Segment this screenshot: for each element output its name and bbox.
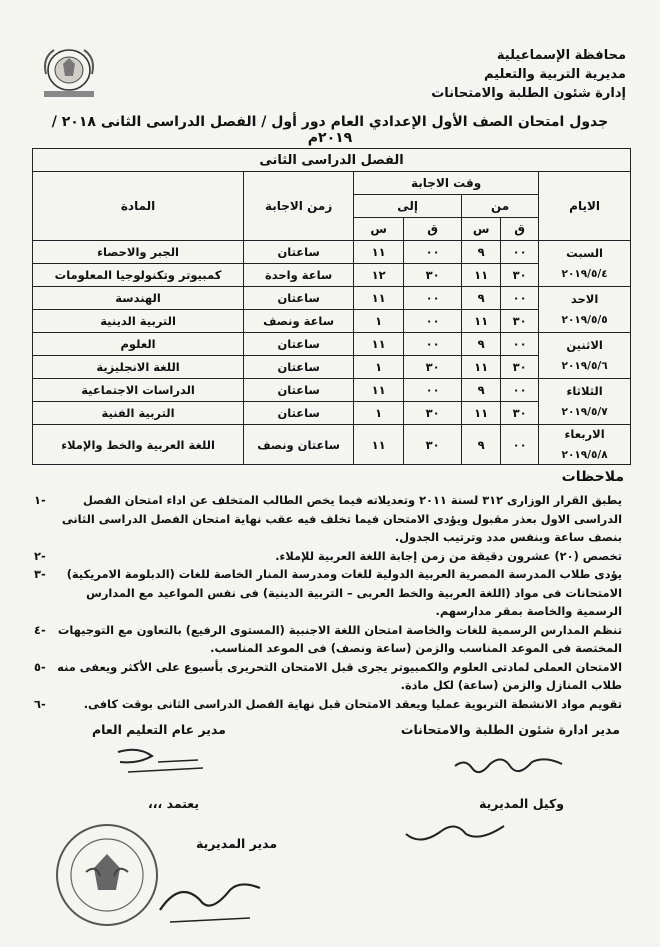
subject: التربية الفنية [33,402,244,425]
governorate-name: محافظة الإسماعيلية [496,48,626,63]
to-minute: ٠٠ [404,333,462,356]
semester-header: الفصل الدراسى الثانى [33,149,631,172]
list-item [34,547,626,566]
to-minute: ٣٠ [404,356,462,379]
table-row [33,333,631,356]
day-name: الاربعاء [564,426,605,441]
from-hour: ١١ [462,402,501,425]
notes-title: ملاحظات [561,469,624,485]
from-hour-header: س [462,218,501,241]
duration: ساعتان [244,379,354,402]
day-date: ٢٠١٩/٥/٨ [561,448,608,461]
from-minute: ٠٠ [501,425,539,465]
to-hour: ١١ [354,287,404,310]
header-block [431,46,626,103]
to-hour: ١١ [354,379,404,402]
note-number: -٣ [34,567,46,581]
to-hour-header: س [354,218,404,241]
exam-schedule-table [32,148,631,465]
subject: اللغة الانجليزية [33,356,244,379]
duration: ساعتان [244,241,354,264]
from-minute: ٣٠ [501,310,539,333]
note-number: -٤ [34,622,46,637]
from-hour: ٩ [462,241,501,264]
day-name: الثلاثاء [566,383,603,398]
subject: التربية الدينية [33,310,244,333]
signature-general-education: مدير عام التعليم العام [92,722,226,737]
to-hour: ١١ [354,425,404,465]
ministry-logo [38,44,100,100]
duration: ساعتان [244,287,354,310]
from-hour: ٩ [462,425,501,465]
list-item [34,491,626,547]
handwritten-signature-director [140,860,270,930]
day-name: الاثنين [566,337,603,352]
day-cell [539,241,631,287]
subject-header: المادة [33,172,244,241]
to-minute: ٣٠ [404,402,462,425]
duration: ساعة واحدة [244,264,354,287]
day-cell [539,379,631,425]
signature-deputy: وكيل المديرية [479,796,564,811]
list-item [34,658,626,695]
to-minute: ٠٠ [404,379,462,402]
handwritten-signature [450,748,570,778]
subject: كمبيوتر وتكنولوجيا المعلومات [33,264,244,287]
subject: الجبر والاحصاء [33,241,244,264]
day-date: ٢٠١٩/٥/٦ [561,359,608,372]
to-hour: ١٢ [354,264,404,287]
note-number: -٦ [34,696,46,711]
approved-label: يعتمد ،،، [148,796,200,811]
list-item [34,695,626,714]
subject: الدراسات الاجتماعية [33,379,244,402]
from-hour: ١١ [462,356,501,379]
department-name: إدارة شئون الطلبة والامتحانات [431,86,626,101]
from-minute: ٠٠ [501,333,539,356]
to-minute: ٠٠ [404,310,462,333]
table-row [33,287,631,310]
to-header: إلى [354,195,462,218]
from-minute: ٣٠ [501,356,539,379]
duration: ساعتان [244,402,354,425]
from-minute: ٣٠ [501,264,539,287]
duration: ساعة ونصف [244,310,354,333]
subject: العلوم [33,333,244,356]
signature-director: مدير المديرية [196,836,278,851]
from-hour: ١١ [462,310,501,333]
note-number: -٢ [34,548,46,563]
table-row [33,379,631,402]
subject: الهندسة [33,287,244,310]
duration-header: زمن الاجابة [244,172,354,241]
from-minute-header: ق [501,218,539,241]
duration: ساعتان ونصف [244,425,354,465]
day-cell [539,425,631,465]
day-name: الاحد [570,291,599,306]
note-number: -٥ [34,659,46,674]
signature-students-affairs: مدير ادارة شئون الطلبة والامتحانات [400,722,620,737]
from-minute: ٠٠ [501,287,539,310]
to-minute: ٣٠ [404,264,462,287]
notes-list [34,491,626,713]
to-minute: ٣٠ [404,425,462,465]
to-minute: ٠٠ [404,241,462,264]
from-hour: ٩ [462,379,501,402]
from-minute: ٠٠ [501,241,539,264]
from-hour: ١١ [462,264,501,287]
page-title: جدول امتحان الصف الأول الإعدادي العام دور أول / الفصل الدراسى الثانى ٢٠١٨ / ٢٠١٩م [51,114,609,146]
handwritten-signature-deputy [400,812,510,848]
from-minute: ٠٠ [501,379,539,402]
day-date: ٢٠١٩/٥/٧ [561,405,608,418]
days-header: الايام [539,172,631,241]
note-text: يطبق القرار الوزارى ٣١٢ لسنة ٢٠١١ وتعديلاته فيما يخص الطالب المتخلف عن اداء امتحان الفصل الدراسى الاول بعذر مقبول ويؤدى الامتحان فيما تخلف فيه عقب نهاية امتحان الفصل الدراسى الثانى بنصف ساعة وبنفس مدد وترتيب الجدول. [61,493,622,544]
duration: ساعتان [244,333,354,356]
to-hour: ١ [354,310,404,333]
to-hour: ١١ [354,241,404,264]
table-row [33,241,631,264]
to-hour: ١ [354,356,404,379]
note-text: الامتحان العملى لمادتى العلوم والكمبيوتر يجرى قبل الامتحان التحريرى بأسبوع على الأكثر ويعفى منه طلاب المنازل والزمن (ساعة) لكل مادة. [57,659,622,692]
handwritten-signature-date [108,742,218,782]
day-date: ٢٠١٩/٥/٤ [561,267,608,280]
from-minute: ٣٠ [501,402,539,425]
note-text: تنظم المدارس الرسمية للغات والخاصة امتحان اللغة الاجنبية (المستوى الرفيع) بالتعاون مع التوجيهات المختصة فى الموعد المناسب والزمن (ساعة ونصف) فى الموعد المناسب. [57,622,622,655]
note-number: -١ [34,493,46,507]
to-minute: ٠٠ [404,287,462,310]
day-date: ٢٠١٩/٥/٥ [561,313,608,326]
note-text: تقويم مواد الانشطة التربوية عمليا ويعقد الامتحان قبل نهاية الفصل الدراسى الثانى بوقت كافى. [83,696,622,711]
duration: ساعتان [244,356,354,379]
note-text: يؤدى طلاب المدرسة المصرية العربية الدولية للغات ومدرسة المنار الخاصة للغات (الدبلومة الامريكية) الامتحانات فى مواد (اللغة العربية والخط العربى – التربية الدينية) فى نفس المواعيد مع المدارس الرسمية والخاصة بمقر مدارسهم. [66,567,622,618]
day-cell [539,287,631,333]
subject: اللغة العربية والخط والإملاء [33,425,244,465]
to-hour: ١ [354,402,404,425]
note-text: تخصص (٢٠) عشرون دقيقة من زمن إجابة اللغة العربية للإملاء. [275,548,622,563]
list-item [34,565,626,621]
to-hour: ١١ [354,333,404,356]
from-hour: ٩ [462,333,501,356]
from-header: من [462,195,539,218]
table-row [33,425,631,465]
to-minute-header: ق [404,218,462,241]
answer-time-header: وقت الاجابة [354,172,539,195]
day-cell [539,333,631,379]
day-name: السبت [566,245,604,260]
list-item [34,621,626,658]
from-hour: ٩ [462,287,501,310]
directorate-name: مديرية التربية والتعليم [483,67,626,82]
